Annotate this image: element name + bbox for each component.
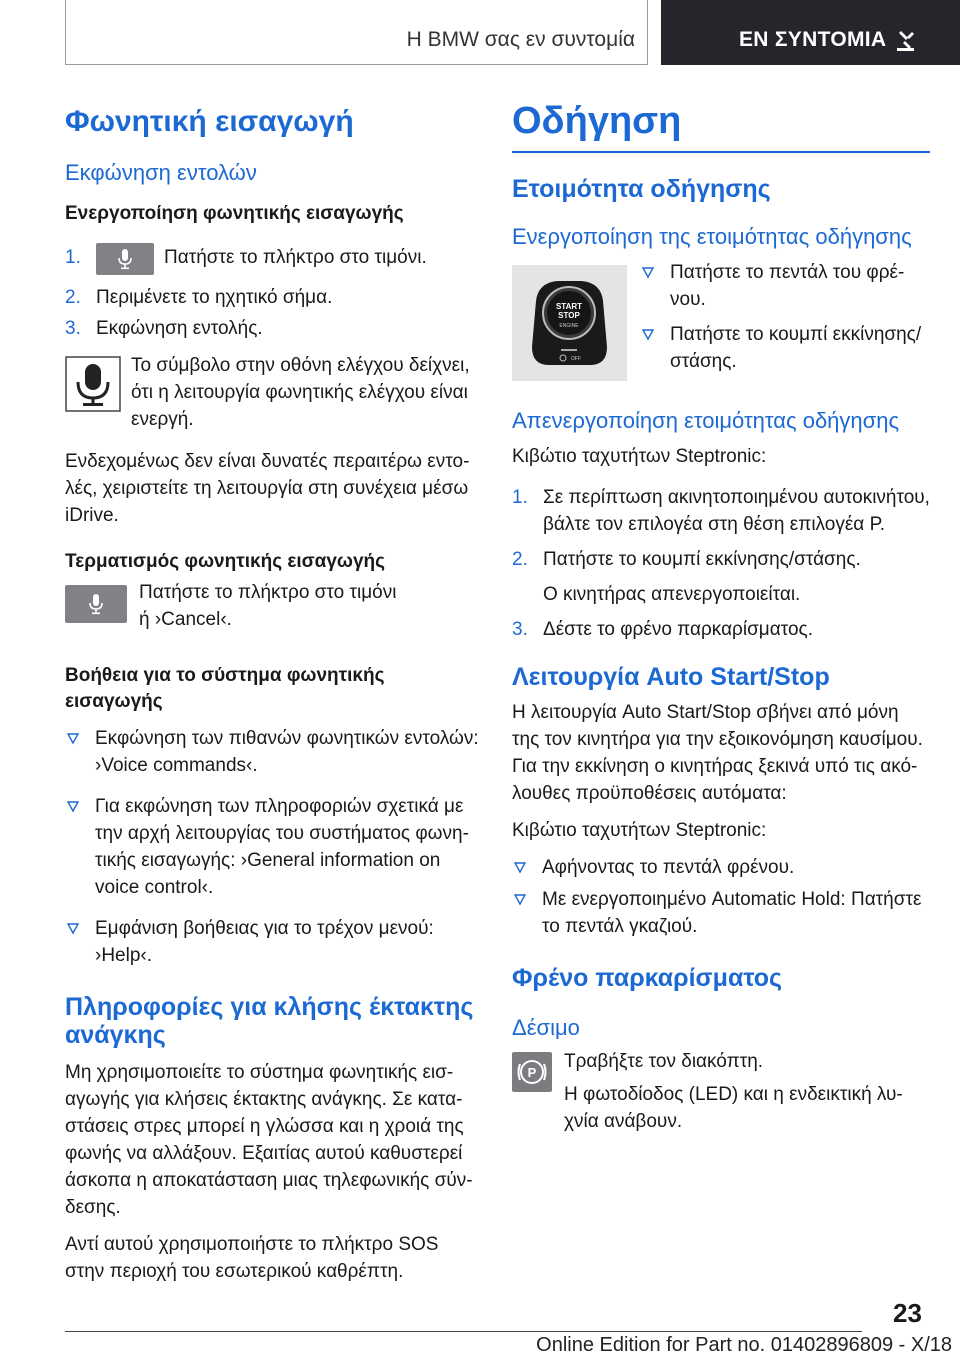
symbol-note-row	[65, 352, 483, 440]
section-title-voice: Φωνητική εισαγωγή	[65, 105, 354, 138]
heading-end-voice: Τερματισμός φωνητικής εισαγωγής	[65, 551, 385, 572]
pull-switch-text: Τραβήξτε τον διακόπτη.	[564, 1051, 764, 1072]
parking-brake-row	[512, 1048, 930, 1132]
svg-text:P: P	[527, 1065, 537, 1080]
voice-help-list	[65, 725, 483, 969]
start-stop-button-image	[512, 265, 627, 386]
footer-divider	[65, 1331, 862, 1332]
footer-edition: Online Edition for Part no. 01402896809 - X/18	[536, 1334, 952, 1356]
header-title-box	[65, 0, 648, 65]
end-voice-text: Πατήστε το πλήκτρο στο τιμόνι ή ›Cancel‹.	[139, 582, 397, 630]
triangle-bullet-icon	[642, 329, 654, 341]
list-item: 2. Πατήστε το κουμπί εκκίνησης/στάσης.	[512, 549, 861, 570]
subsection-title-emergency: Πληροφορίες για κλήσης έκτακτης ανάγκης	[65, 993, 474, 1049]
svg-text:STOP: STOP	[558, 311, 580, 320]
parking-brake-switch-icon	[512, 1052, 552, 1097]
start-button-row	[512, 262, 930, 385]
quick-reference-icon	[894, 30, 918, 57]
voice-button-icon	[96, 243, 154, 275]
paragraph-idrive: Ενδεχομένως δεν είναι δυνατές περαιτέρω εντο-λές, χειριστείτε τη λειτουργία στη συνέχεια μέσω iDrive.	[65, 451, 470, 526]
list-item: Ο κινητήρας απενεργοποιείται.	[543, 584, 801, 605]
list-item: 2. Περιμένετε το ηχητικό σήμα.	[65, 287, 333, 308]
voice-button-icon	[65, 585, 127, 623]
list-item: Εκφώνηση των πιθανών φωνητικών εντολών: ›Voice commands‹.	[65, 725, 483, 779]
list-item: Αφήνοντας το πεντάλ φρένου.	[512, 854, 930, 881]
list-item: Για εκφώνηση των πληροφοριών σχετικά με την αρχή λειτουργίας του συστήματος φωνη-τικής εισαγωγής: ›General information on voice control‹.	[65, 793, 483, 901]
activate-steps	[65, 243, 483, 342]
list-item: 3. Δέστε το φρένο παρκαρίσματος.	[512, 619, 813, 640]
chapter-tab[interactable]	[661, 0, 960, 65]
gearbox-label-2: Κιβώτιο ταχυτήτων Steptronic:	[512, 820, 767, 841]
voice-active-symbol-icon	[65, 356, 121, 417]
svg-text:START: START	[555, 302, 583, 311]
list-item: 1. Πατήστε το πλήκτρο στο τιμόνι.	[65, 243, 483, 280]
triangle-bullet-icon	[67, 923, 79, 935]
triangle-bullet-icon	[514, 894, 526, 906]
activate-readiness-list	[640, 259, 930, 375]
list-item: Με ενεργοποιημένο Automatic Hold: Πατήστε το πεντάλ γκαζιού.	[512, 886, 930, 940]
right-column	[512, 100, 930, 1132]
list-item: 1. Σε περίπτωση ακινητοποιημένου αυτοκινήτου, βάλτε τον επιλογέα στη θέση επιλογέα P.	[512, 487, 930, 535]
heading-voice-help: Βοήθεια για το σύστημα φωνητικής εισαγωγής	[65, 665, 385, 712]
triangle-bullet-icon	[67, 733, 79, 745]
triangle-bullet-icon	[67, 801, 79, 813]
symbol-note-text: Το σύμβολο στην οθόνη ελέγχου δείχνει, ότι η λειτουργία φωνητικής ελέγχου είναι ενεργή.	[131, 355, 470, 430]
subsection-title-parking-brake: Φρένο παρκαρίσματος	[512, 964, 783, 992]
chapter-label: ΕΝ ΣΥΝΤΟΜΙΑ	[739, 28, 887, 51]
triangle-bullet-icon	[642, 267, 654, 279]
list-item: Εμφάνιση βοήθειας για το τρέχον μενού: ›Help‹.	[65, 915, 483, 969]
svg-text:ENGINE: ENGINE	[559, 323, 579, 329]
list-item: Πατήστε το κουμπί εκκίνησης/στάσης.	[640, 321, 930, 375]
gearbox-label: Κιβώτιο ταχυτήτων Steptronic:	[512, 446, 767, 467]
deactivate-steps	[512, 484, 930, 643]
page-number: 23	[893, 1298, 922, 1328]
list-item: Πατήστε το πεντάλ του φρέ-νου.	[640, 259, 930, 313]
subsection-title-commands: Εκφώνηση εντολών	[65, 160, 257, 185]
end-voice-row	[65, 583, 483, 659]
led-text: Η φωτοδίοδος (LED) και η ενδεικτική λυ-χνία ανάβουν.	[564, 1084, 903, 1132]
triangle-bullet-icon	[514, 862, 526, 874]
heading-deactivate-readiness: Απενεργοποίηση ετοιμότητας οδήγησης	[512, 408, 900, 433]
paragraph-sos: Αντί αυτού χρησιμοποιήστε το πλήκτρο SOS στην περιοχή του εσωτερικού καθρέπτη.	[65, 1234, 439, 1282]
paragraph-emergency: Μη χρησιμοποιείτε το σύστημα φωνητικής εισ-αγωγής για κλήσεις έκτακτης ανάγκης. Σε κατα-στάσεις στρες μπορεί η γλώσσα και η χροιά της φωνής να αλλάξουν. Εξαιτίας αυτού καθυστερεί άσκοπα η αποκατάσταση μιας τηλεφωνικής σύν-δεσης.	[65, 1062, 473, 1218]
header-title: Η BMW σας εν συντομία	[406, 28, 635, 51]
autostart-list	[512, 854, 930, 940]
heading-activate-readiness: Ενεργοποίηση της ετοιμότητας οδήγησης	[512, 224, 912, 249]
svg-text:OFF: OFF	[571, 356, 581, 362]
subsection-title-readiness: Ετοιμότητα οδήγησης	[512, 175, 771, 203]
left-column	[65, 100, 483, 1285]
heading-apply: Δέσιμο	[512, 1015, 580, 1040]
paragraph-autostart: Η λειτουργία Auto Start/Stop σβήνει από μόνη της τον κινητήρα για την εξοικονόμηση καυσίμου. Για την εκκίνηση ο κινητήρας ξεκινά υπό τις ακό-λουθες προϋποθέσεις αυτόματα:	[512, 702, 923, 804]
list-item: 3. Εκφώνηση εντολής.	[65, 318, 263, 339]
section-title-driving: Οδήγηση	[512, 100, 930, 153]
heading-activate-voice: Ενεργοποίηση φωνητικής εισαγωγής	[65, 203, 404, 224]
subsection-title-autostart: Λειτουργία Auto Start/Stop	[512, 663, 830, 691]
